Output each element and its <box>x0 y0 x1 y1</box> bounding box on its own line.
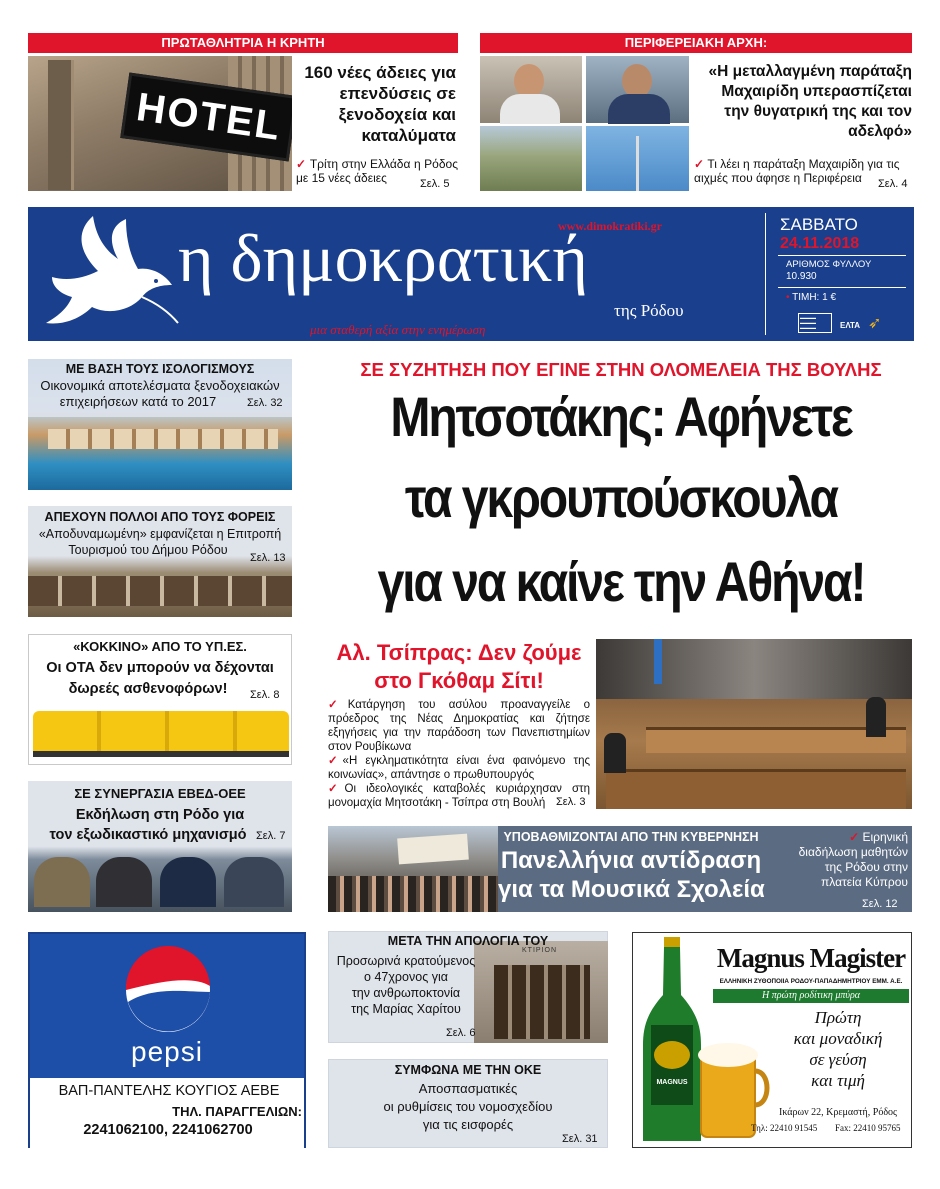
pepsi-globe-icon <box>124 946 212 1034</box>
left-box-1-kicker: ΜΕ ΒΑΣΗ ΤΟΥΣ ΙΣΟΛΟΓΙΣΜΟΥΣ <box>65 362 255 376</box>
top-left-kicker: ΠΡΩΤΑΘΛΗΤΡΙΑ Η ΚΡΗΤΗ <box>28 33 458 53</box>
politician-photo-2 <box>586 56 689 123</box>
beer-brand: Magnus Magister <box>716 943 906 973</box>
check-icon: ✓ <box>328 783 345 795</box>
apology-kicker: ΜΕΤΑ ΤΗΝ ΑΠΟΛΟΓΙΑ ΤΟΥ <box>387 934 549 948</box>
masthead-price: • ΤΙΜΗ: 1 € <box>786 292 837 303</box>
dove-logo-icon <box>38 211 188 336</box>
beer-address: Ικάρων 22, Κρεμαστή, Ρόδος <box>779 1107 897 1118</box>
parliament-photo <box>596 639 912 809</box>
check-icon: ✓ <box>296 157 310 171</box>
oke-text: Αποσπασματικές οι ρυθμίσεις του νομοσχεδίου για τις εισφορές <box>383 1081 553 1132</box>
pepsi-company: ΒΑΠ-ΠΑΝΤΕΛΗΣ ΚΟΥΓΙΟΣ ΑΕΒΕ <box>58 1083 280 1099</box>
top-right-page: Σελ. 4 <box>878 178 908 190</box>
masthead-issue-number: 10.930 <box>786 271 817 282</box>
post-stamp-icon: ▬▬▬▬ ▬▬▬▬ ▬▬▬▬ <box>798 313 832 333</box>
music-headline-1[interactable]: Πανελλήνια αντίδραση <box>500 847 762 874</box>
main-bullets <box>328 698 590 810</box>
pepsi-orders-label: ΤΗΛ. ΠΑΡΑΓΓΕΛΙΩΝ: <box>172 1104 302 1119</box>
masthead-slogan: μια σταθερή αξία στην ενημέρωση <box>310 322 486 337</box>
left-box-4-line-2: τον εξωδικαστικό μηχανισμό <box>49 827 247 843</box>
left-box-3-line-1: Οι ΟΤΑ δεν μπορούν να δέχονται <box>46 660 274 676</box>
check-icon: ✓ <box>694 157 708 171</box>
oke-kicker: ΣΥΜΦΩΝΑ ΜΕ ΤΗΝ ΟΚΕ <box>394 1063 542 1077</box>
main-page: Σελ. 3 <box>556 796 586 808</box>
apology-text: Προσωρινά κρατούμενος ο 47χρονος για την ανθρωποκτονία της Μαρίας Χαρίτου <box>336 954 476 1016</box>
beer-fax: Fax: 22410 95765 <box>835 1123 901 1133</box>
apology-page: Σελ. 6 <box>446 1027 476 1039</box>
main-kicker: ΣΕ ΣΥΖΗΤΗΣΗ ΠΟΥ ΕΓΙΝΕ ΣΤΗΝ ΟΛΟΜΕΛΕΙΑ ΤΗΣ ΒΟΥΛΗΣ <box>360 359 882 380</box>
post-label: ΕΛΤΑ <box>840 321 861 330</box>
beer-label-text: MAGNUS <box>656 1079 688 1086</box>
music-headline-2[interactable]: για τα Μουσικά Σχολεία <box>498 876 765 903</box>
hotel-sign: HOTEL <box>120 72 292 161</box>
left-box-2-line-1: «Αποδυναμωμένη» εμφανίζεται η Επιτροπή <box>38 527 282 541</box>
masthead-day: ΣΑΒΒΑΤΟ <box>780 215 858 234</box>
masthead-subtitle: της Ρόδου <box>614 301 684 320</box>
masthead <box>28 207 914 341</box>
left-box-4-page: Σελ. 7 <box>256 830 286 842</box>
left-box-4-line-1: Εκδήλωση στη Ρόδο για <box>75 807 245 823</box>
court-sign: ΚΤΙΡΙΟΝ <box>522 947 558 954</box>
hotel-photo <box>28 56 292 191</box>
beer-tagline: Η πρώτη ροδίτικη μπύρα <box>713 989 909 1003</box>
check-icon: ✓ <box>849 830 863 844</box>
top-right-headline[interactable]: «Η μεταλλαγμένη παράταξη Μαχαιρίδη υπερασπίζεται την θυγατρική της και τον αδελφό» <box>708 63 912 140</box>
masthead-date: 24.11.2018 <box>780 235 860 252</box>
left-box-3-line-2: δωρεές ασθενοφόρων! <box>68 681 228 697</box>
music-side: ✓ Ειρηνική διαδήλωση μαθητών της Ρόδου στην πλατεία Κύπρου <box>798 830 908 889</box>
left-box-3-page: Σελ. 8 <box>250 689 280 701</box>
main-bullet-2: ✓«Η εγκληματικότητα είναι ένα φαινόμενο της κοινωνίας», απάντησε ο πρωθυπουργός <box>328 755 591 781</box>
check-icon: ✓ <box>328 699 348 711</box>
court-photo <box>474 941 608 1043</box>
left-box-2-kicker: ΑΠΕΧΟΥΝ ΠΟΛΛΟΙ ΑΠΟ ΤΟΥΣ ΦΟΡΕΙΣ <box>44 510 276 524</box>
left-box-2-page: Σελ. 13 <box>250 552 286 564</box>
main-headline-2[interactable]: τα γκρουπούσκουλα <box>405 466 837 529</box>
top-left-headline[interactable]: 160 νέες άδειες για επενδύσεις σε ξενοδοχεία και καταλύματα <box>304 63 456 145</box>
masthead-rule <box>778 255 906 256</box>
top-right-sub: ✓ Τι λέει η παράταξη Μαχαιρίδη για τις αιχμές που άφησε η Περιφέρεια <box>694 157 900 185</box>
masthead-title: η δημοκρατική <box>178 220 588 296</box>
protest-photo <box>328 826 498 912</box>
beer-phone: Τηλ: 22410 91545 <box>751 1123 818 1133</box>
main-bullet-1: ✓Κατάργηση του ασύλου προαναγγείλε ο πρόεδρος της Νέας Δημοκρατίας και ζήτησε εξηγήσεις για την παράδοση των Πανεπιστημίων στον Ρουβίκωνα <box>328 699 590 753</box>
masthead-issue-label: ΑΡΙΘΜΟΣ ΦΥΛΛΟΥ <box>786 259 872 270</box>
main-headline-1[interactable]: Μητσοτάκης: Αφήνετε <box>390 385 852 448</box>
post-bird-icon: ➶ <box>868 315 882 332</box>
main-headline-3[interactable]: για να καίνε την Αθήνα! <box>377 550 865 613</box>
pepsi-ad[interactable] <box>28 932 306 1148</box>
landscape-photo <box>480 126 582 191</box>
pepsi-brand: pepsi <box>131 1036 203 1067</box>
left-box-1-line-1: Οικονομικά αποτελέσματα ξενοδοχειακών <box>40 378 280 393</box>
main-subheadline-1: Αλ. Τσίπρας: Δεν ζούμε <box>336 640 582 665</box>
beer-company: ΕΛΛΗΝΙΚΗ ΖΥΘΟΠΟΙΙΑ ΡΟΔΟΥ-ΠΑΠΑΔΗΜΗΤΡΙΟΥ ΕΜΜ. Α.Ε. <box>719 978 903 985</box>
check-icon: ✓ <box>328 755 343 767</box>
beer-slogan: Πρώτη και μοναδική σε γεύση και τιμή <box>793 1008 883 1090</box>
masthead-url[interactable]: www.dimokratiki.gr <box>558 219 663 233</box>
beer-ad[interactable] <box>632 932 912 1148</box>
left-box-1-line-2: επιχειρήσεων κατά το 2017 <box>59 394 217 409</box>
masthead-divider <box>765 213 766 335</box>
lamp-photo <box>586 126 689 191</box>
left-box-3-kicker: «ΚΟΚΚΙΝΟ» ΑΠΟ ΤΟ ΥΠ.ΕΣ. <box>73 639 247 654</box>
masthead-rule-2 <box>778 287 906 288</box>
left-box-4-kicker: ΣΕ ΣΥΝΕΡΓΑΣΙΑ ΕΒΕΔ-ΟΕΕ <box>74 786 246 801</box>
oke-page: Σελ. 31 <box>562 1133 598 1145</box>
music-kicker: ΥΠΟΒΑΘΜΙΖΟΝΤΑΙ ΑΠΟ ΤΗΝ ΚΥΒΕΡΝΗΣΗ <box>503 830 759 844</box>
top-right-kicker: ΠΕΡΙΦΕΡΕΙΑΚΗ ΑΡΧΗ: <box>480 33 912 53</box>
music-page: Σελ. 12 <box>862 898 898 910</box>
left-box-1-page: Σελ. 32 <box>247 397 283 409</box>
main-subheadline-2: στο Γκόθαμ Σίτι! <box>374 668 544 693</box>
top-left-sub: ✓ Τρίτη στην Ελλάδα η Ρόδος με 15 νέες άδειες <box>296 157 458 185</box>
pepsi-phones: 2241062100, 2241062700 <box>83 1122 253 1138</box>
politician-photo-1 <box>480 56 582 123</box>
left-box-2-line-2: Τουρισμού του Δήμου Ρόδου <box>68 543 228 557</box>
top-left-page: Σελ. 5 <box>420 178 450 190</box>
main-bullet-3: ✓Οι ιδεολογικές καταβολές κυριάρχησαν στη μονομαχία Μητσοτάκη - Τσίπρα στη Βουλή <box>328 783 591 809</box>
